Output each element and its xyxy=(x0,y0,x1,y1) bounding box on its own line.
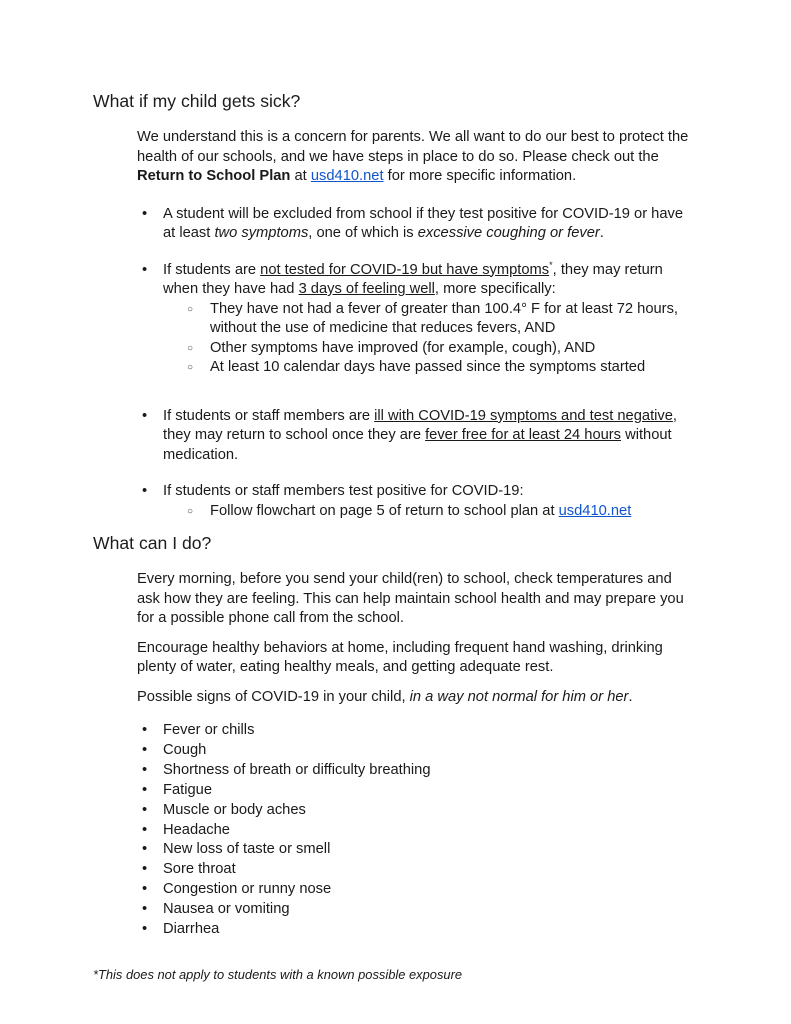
intro-text-2: at xyxy=(290,168,311,184)
bullet-icon: • xyxy=(142,761,148,778)
footnote: *This does not apply to students with a known possible exposure xyxy=(93,966,463,982)
bullet-icon: • xyxy=(142,881,148,898)
bullet-3-seg-2: , they may return to school once they are xyxy=(163,407,678,443)
healthy-behaviors-paragraph: Encourage healthy behaviors at home, including frequent hand washing, drinking plenty of water, eating healthy meals, and getting adequate rest. xyxy=(137,639,663,675)
list-item xyxy=(137,761,791,781)
bullet-3-text xyxy=(163,407,691,466)
symptom: Nausea or vomiting xyxy=(163,901,290,918)
bullet-icon: • xyxy=(142,407,148,424)
bullet-2-underline-1: not tested for COVID-19 but have symptoms xyxy=(260,261,550,278)
exclusion-rules-list xyxy=(137,205,791,522)
symptom: New loss of taste or smell xyxy=(163,841,331,858)
list-item xyxy=(137,840,791,860)
list-item xyxy=(163,358,691,378)
circle-bullet-icon: ○ xyxy=(187,505,194,517)
bullet-icon: • xyxy=(142,483,148,499)
bullet-1-text xyxy=(163,205,691,244)
bullet-icon: • xyxy=(142,205,148,222)
usd410-link[interactable]: usd410.net xyxy=(558,502,632,519)
list-item xyxy=(163,300,691,339)
symptom: Diarrhea xyxy=(163,921,220,938)
bullet-1-seg-2: , one of which is xyxy=(308,225,418,241)
circle-bullet-icon: ○ xyxy=(187,362,194,373)
morning-check-paragraph: Every morning, before you send your child(ren) to school, check temperatures and ask how they are feeling. This can help maintain school health and may prepare you for a possible phone call from the school. xyxy=(137,571,684,626)
bullet-2-seg-1: If students are xyxy=(163,261,261,278)
list-item xyxy=(137,821,791,841)
signs-italic: in a way not normal for him or her xyxy=(409,688,629,705)
bullet-icon: • xyxy=(142,741,148,758)
list-item xyxy=(137,205,791,244)
bullet-icon: • xyxy=(142,722,148,738)
flowchart-instruction xyxy=(210,502,631,522)
criteria-fever: They have not had a fever of greater than 100.4° F for at least 72 hours, without the use of medicine that reduces fevers, AND xyxy=(210,300,678,336)
bullet-icon: • xyxy=(142,921,148,938)
list-item xyxy=(163,502,631,522)
bullet-1-seg-1: A student will be excluded from school if they test positive for COVID-19 or have at least xyxy=(163,205,684,241)
list-item xyxy=(137,482,791,521)
symptom: Fever or chills xyxy=(163,722,255,738)
return-criteria-list xyxy=(163,300,691,378)
bullet-3-underline-2: fever free for at least 24 hours xyxy=(425,427,622,443)
bullet-4-text: If students or staff members test positive for COVID-19: xyxy=(163,483,524,499)
bullet-1-italic-1: two symptoms xyxy=(214,225,309,241)
intro-paragraph xyxy=(137,128,693,187)
list-item xyxy=(137,261,791,378)
section-do-content xyxy=(137,570,791,940)
bullet-2-underline-2: 3 days of feeling well xyxy=(298,281,435,297)
bullet-icon: • xyxy=(142,821,148,838)
signs-seg-2: . xyxy=(628,688,633,705)
criteria-symptoms-improved: Other symptoms have improved (for example, cough), AND xyxy=(210,339,596,356)
bullet-2-seg-3: , more specifically: xyxy=(434,281,556,297)
list-item xyxy=(137,860,791,880)
list-item xyxy=(137,801,791,821)
list-item xyxy=(137,407,791,466)
bullet-1-seg-3: . xyxy=(599,225,604,241)
intro-text-3: for more specific information. xyxy=(383,168,577,184)
bullet-icon: • xyxy=(142,781,148,798)
bullet-icon: • xyxy=(142,901,148,918)
positive-test-sublist xyxy=(163,502,631,522)
bullet-2-seg-2: , they may return when they have had xyxy=(163,261,663,297)
symptom: Cough xyxy=(163,741,207,758)
intro-text-1: We understand this is a concern for parents. We all want to do our best to protect the health of our schools, and we have steps in place to do so. Please check out the xyxy=(137,129,689,165)
list-item xyxy=(137,781,791,801)
bullet-4-block xyxy=(163,482,631,521)
footnote-marker: * xyxy=(549,259,553,270)
symptom: Sore throat xyxy=(163,861,236,878)
list-item xyxy=(137,721,791,741)
symptom: Shortness of breath or difficulty breathing xyxy=(163,761,431,778)
list-item xyxy=(137,900,791,920)
bullet-3-seg-3: without medication. xyxy=(163,427,672,463)
bullet-3-seg-1: If students or staff members are xyxy=(163,407,375,424)
criteria-ten-days: At least 10 calendar days have passed since the symptoms started xyxy=(210,359,646,375)
bullet-1-italic-2: excessive coughing or fever xyxy=(417,225,600,241)
symptom-list xyxy=(137,721,791,940)
circle-bullet-icon: ○ xyxy=(187,303,194,315)
bullet-icon: • xyxy=(142,841,148,858)
heading-what-can-i-do: What can I do? xyxy=(93,533,212,553)
heading-what-if-sick: What if my child gets sick? xyxy=(93,91,301,111)
usd410-link[interactable]: usd410.net xyxy=(310,168,384,184)
bullet-2-text xyxy=(163,261,691,300)
signs-seg-1: Possible signs of COVID-19 in your child, xyxy=(137,688,410,705)
symptom: Fatigue xyxy=(163,781,212,798)
symptom: Congestion or runny nose xyxy=(163,881,332,898)
return-to-school-plan-bold: Return to School Plan xyxy=(137,168,291,184)
possible-signs-paragraph xyxy=(137,688,693,708)
list-item xyxy=(137,880,791,900)
symptom: Headache xyxy=(163,821,230,838)
symptom: Muscle or body aches xyxy=(163,801,306,818)
list-item xyxy=(163,339,691,359)
circle-bullet-icon: ○ xyxy=(187,342,194,354)
bullet-icon: • xyxy=(142,261,148,278)
section-sick-content xyxy=(137,128,791,521)
bullet-icon: • xyxy=(142,861,148,878)
list-item xyxy=(137,920,791,940)
bullet-icon: • xyxy=(142,801,148,818)
list-item xyxy=(137,741,791,761)
flowchart-text: Follow flowchart on page 5 of return to school plan at xyxy=(210,502,559,519)
bullet-2-block xyxy=(163,261,691,378)
bullet-3-underline-1: ill with COVID-19 symptoms and test negative xyxy=(374,407,673,424)
